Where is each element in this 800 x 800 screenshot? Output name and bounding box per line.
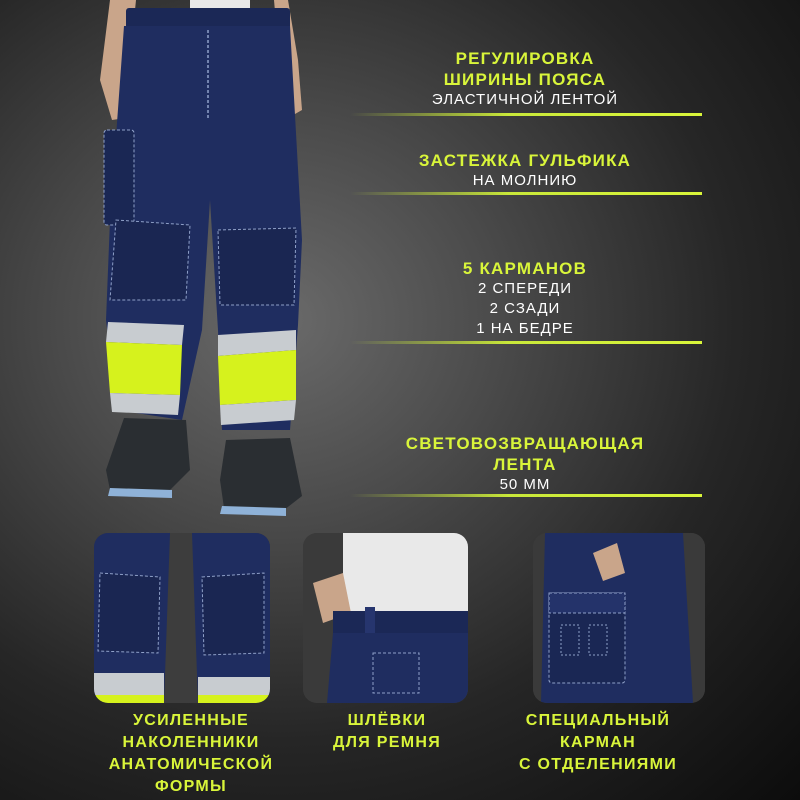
feature-heading: 5 КАРМАНОВ — [462, 259, 588, 278]
photo-belt-loops — [303, 533, 468, 703]
side-pocket — [104, 130, 134, 225]
feature-heading: СВЕТОВОЗВРАЩАЮЩАЯ — [405, 434, 645, 453]
trousers-illustration — [90, 0, 320, 520]
left-shoe — [106, 418, 190, 490]
feature-subtext: 2 СПЕРЕДИ — [477, 280, 573, 297]
caption-line: КАРМАН — [559, 734, 637, 751]
feature-subtext: ЭЛАСТИЧНОЙ ЛЕНТОЙ — [431, 91, 619, 108]
feature-heading: РЕГУЛИРОВКА — [455, 49, 595, 68]
caption-line: С ОТДЕЛЕНИЯМИ — [518, 756, 678, 773]
feature-subtext: 2 СЗАДИ — [489, 300, 561, 317]
divider-line — [350, 113, 702, 116]
caption-line: НАКОЛЕННИКИ — [122, 734, 260, 751]
hero-trousers-photo — [90, 0, 320, 520]
caption-line: ДЛЯ РЕМНЯ — [333, 734, 441, 751]
feature-subtext: 50 ММ — [499, 476, 551, 493]
reflective-tape — [106, 322, 184, 345]
divider-line — [350, 192, 702, 195]
feature-subtext: НА МОЛНИЮ — [472, 172, 578, 189]
feature-pockets — [350, 258, 700, 339]
hiviz-band — [106, 342, 182, 395]
feature-fly-zipper — [350, 150, 700, 191]
right-shoe — [220, 438, 302, 510]
feature-subtext: 1 НА БЕДРЕ — [476, 320, 574, 337]
caption-line: ШЛЁВКИ — [347, 712, 427, 729]
caption-line: СПЕЦИАЛЬНЫЙ — [525, 712, 671, 729]
feature-heading: ЛЕНТА — [493, 455, 557, 474]
feature-heading: ЗАСТЕЖКА ГУЛЬФИКА — [418, 151, 632, 170]
divider-line — [350, 494, 702, 497]
caption-knee-pads — [96, 710, 286, 798]
caption-belt-loops — [312, 710, 462, 754]
feature-reflective-tape — [350, 433, 700, 495]
caption-special-pocket — [498, 710, 698, 776]
caption-line: УСИЛЕННЫЕ — [132, 712, 250, 729]
caption-line: АНАТОМИЧЕСКОЙ — [108, 756, 274, 773]
feature-heading: ШИРИНЫ ПОЯСА — [443, 70, 607, 89]
photo-knee-pads — [94, 533, 270, 703]
divider-line — [350, 341, 702, 344]
feature-waist-adjust — [350, 48, 700, 110]
caption-line: ФОРМЫ — [154, 778, 228, 795]
photo-special-pocket — [533, 533, 705, 703]
